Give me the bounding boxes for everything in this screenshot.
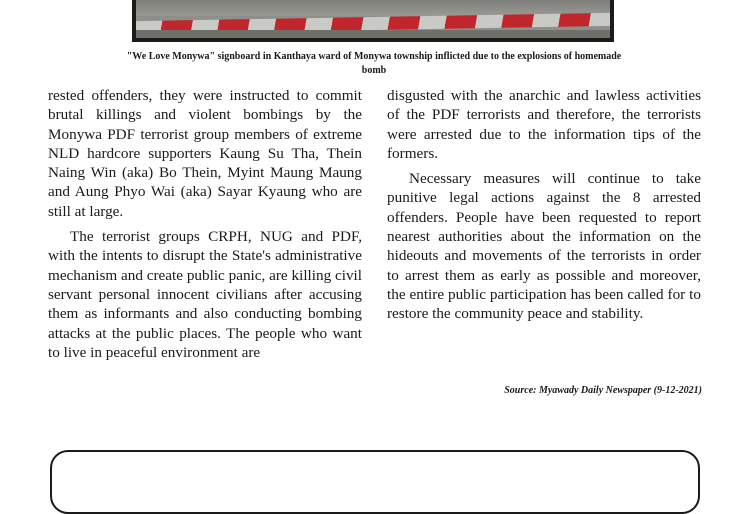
news-photo xyxy=(132,0,614,42)
article-column-left xyxy=(48,86,362,362)
article-paragraph: rested offenders, they were instructed to commit brutal killings and violent bombings by the Monywa PDF terrorist group members of extreme NLD hardcore supporters Kaung Su Tha, Thein Naing Win (aka) Bo Thein, Myint Maung Maung and Aung Phyo Wai (aka) Sayar Kyaung who are still at large. xyxy=(48,87,362,220)
photo-road xyxy=(136,30,610,38)
article-paragraph: Necessary measures will continue to take punitive legal actions against the 8 arrested offenders. People have been requested to report nearest authorities about the information on the hideouts and movements of the terrorists in order to arrest them as early as possible and moreover, the entire public participation has been called for to restore the community peace and stability. xyxy=(387,170,701,323)
photo-caption: "We Love Monywa" signboard in Kanthaya ward of Monywa township inflicted due to the explosions of homemade bomb xyxy=(126,51,622,76)
article-paragraph: The terrorist groups CRPH, NUG and PDF, with the intents to disrupt the State's administrative mechanism and create public panic, are killing civil servant personal innocent civilians after accusing them as informants and also conducting bombing attacks at the public places. The people who want to live in peaceful environment are xyxy=(48,228,362,361)
source-credit: Source: Myawady Daily Newspaper (9-12-2021) xyxy=(504,385,702,396)
article-paragraph: disgusted with the anarchic and lawless activities of the PDF terrorists and therefore, the terrorists were arrested due to the information tips of the formers. xyxy=(387,87,701,162)
article-column-right xyxy=(387,86,701,324)
signboard-photo-content xyxy=(136,0,610,38)
